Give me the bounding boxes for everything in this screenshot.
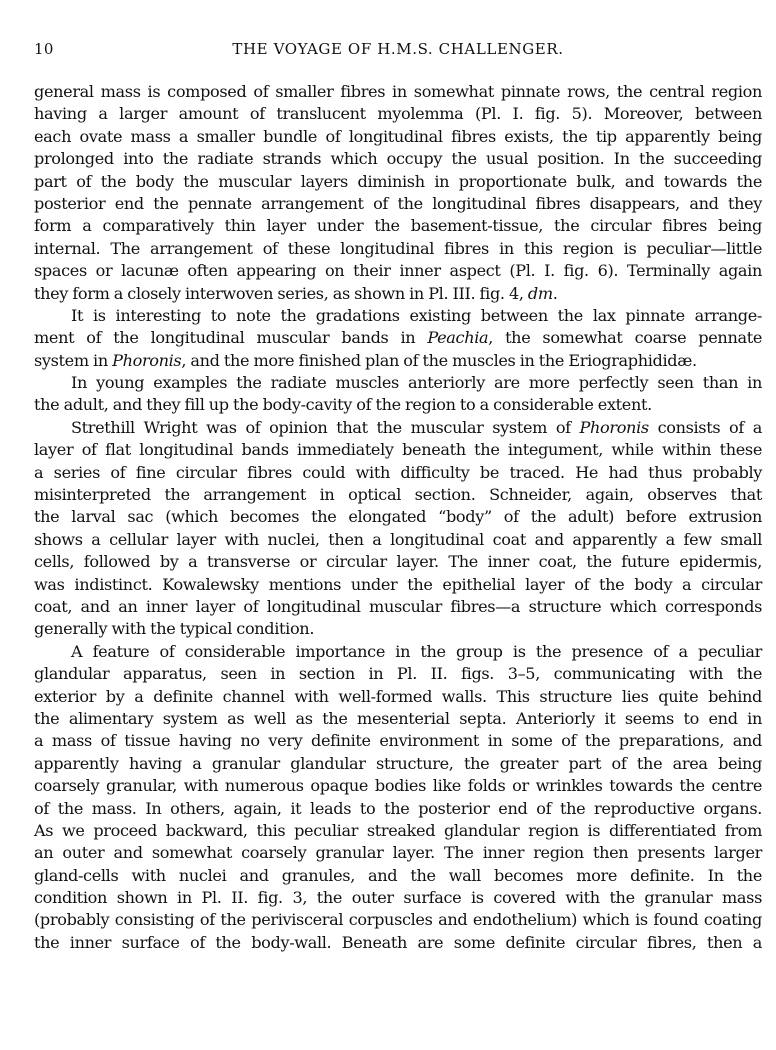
text-line: coarsely granular, with numerous opaque bodies like folds or wrinkles towards the centre xyxy=(34,776,762,796)
text-line: ment of the longitudinal muscular bands in Peachia, the somewhat coarse pennate xyxy=(34,328,762,348)
text-line: As we proceed backward, this peculiar streaked glandular region is differentiated from xyxy=(34,820,762,840)
text-line: having a larger amount of translucent myolemma (Pl. I. fig. 5). Moreover, between xyxy=(34,104,762,124)
text-line: glandular apparatus, seen in section in Pl. II. figs. 3–5, communicating with the xyxy=(34,664,762,684)
text-line: the alimentary system as well as the mesenterial septa. Anteriorly it seems to end in xyxy=(34,708,762,728)
text-line: of the mass. In others, again, it leads to the posterior end of the reproductive organs. xyxy=(34,798,762,818)
body-text xyxy=(34,81,762,954)
text-line: form a comparatively thin layer under the basement-tissue, the circular fibres being xyxy=(34,216,762,236)
text-line: shows a cellular layer with nuclei, then a longitudinal coat and apparently a few small xyxy=(34,529,762,549)
text-line: generally with the typical condition. xyxy=(34,619,315,639)
text-line: internal. The arrangement of these longitudinal fibres in this region is peculiar—little xyxy=(34,238,762,258)
page-number: 10 xyxy=(34,40,54,58)
text-line: condition shown in Pl. II. fig. 3, the outer surface is covered with the granular mass xyxy=(34,888,762,908)
running-title: THE VOYAGE OF H.M.S. CHALLENGER. xyxy=(232,40,564,58)
text-line: In young examples the radiate muscles anteriorly are more perfectly seen than in xyxy=(71,373,762,393)
italic-term: Peachia xyxy=(427,328,489,348)
italic-term: Phoronis xyxy=(579,417,649,437)
text-line: prolonged into the radiate strands which occupy the usual position. In the succeeding xyxy=(34,149,762,169)
italic-term: dm xyxy=(527,283,553,303)
text-line: layer of flat longitudinal bands immediately beneath the integument, while within these xyxy=(34,440,762,460)
text-line: they form a closely interwoven series, as shown in Pl. III. fig. 4, dm. xyxy=(34,283,558,303)
text-line: system in Phoronis, and the more finished plan of the muscles in the Eriographididæ. xyxy=(34,350,697,370)
text-line: A feature of considerable importance in the group is the presence of a peculiar xyxy=(71,641,762,661)
text-line: posterior end the pennate arrangement of the longitudinal fibres disappears, and they xyxy=(34,193,762,213)
text-line: exterior by a definite channel with well-formed walls. This structure lies quite behind xyxy=(34,686,762,706)
text-line: spaces or lacunæ often appearing on their inner aspect (Pl. I. fig. 6). Terminally again xyxy=(34,261,762,281)
text-line: It is interesting to note the gradations existing between the lax pinnate arrange- xyxy=(71,305,762,325)
text-line: apparently having a granular glandular structure, the greater part of the area being xyxy=(34,753,762,773)
text-line: cells, followed by a transverse or circular layer. The inner coat, the future epidermis, xyxy=(34,552,762,572)
text-line: the inner surface of the body-wall. Beneath are some definite circular fibres, then a xyxy=(34,932,762,952)
text-line: Strethill Wright was of opinion that the muscular system of Phoronis consists of a xyxy=(71,417,762,437)
text-line: an outer and somewhat coarsely granular layer. The inner region then presents larger xyxy=(34,843,762,863)
text-line: (probably consisting of the perivisceral corpuscles and endothelium) which is found coating xyxy=(34,910,762,930)
text-line: gland-cells with nuclei and granules, and the wall becomes more definite. In the xyxy=(34,865,762,885)
text-line: misinterpreted the arrangement in optical section. Schneider, again, observes that xyxy=(34,485,762,505)
text-line: each ovate mass a smaller bundle of longitudinal fibres exists, the tip apparently being xyxy=(34,126,762,146)
text-line: coat, and an inner layer of longitudinal muscular fibres—a structure which corresponds xyxy=(34,596,762,616)
running-head xyxy=(34,40,762,62)
text-line: general mass is composed of smaller fibres in somewhat pinnate rows, the central region xyxy=(34,82,762,101)
text-line: part of the body the muscular layers diminish in proportionate bulk, and towards the xyxy=(34,171,762,191)
italic-term: Phoronis xyxy=(112,350,182,370)
text-line: was indistinct. Kowalewsky mentions under the epithelial layer of the body a circular xyxy=(34,574,762,594)
text-line: a mass of tissue having no very definite environment in some of the preparations, and xyxy=(34,731,762,751)
text-line: the larval sac (which becomes the elongated “body” of the adult) before extrusion xyxy=(34,507,762,527)
text-line: a series of fine circular fibres could with difficulty be traced. He had thus probably xyxy=(34,462,762,482)
text-line: the adult, and they fill up the body-cavity of the region to a considerable extent. xyxy=(34,395,652,415)
